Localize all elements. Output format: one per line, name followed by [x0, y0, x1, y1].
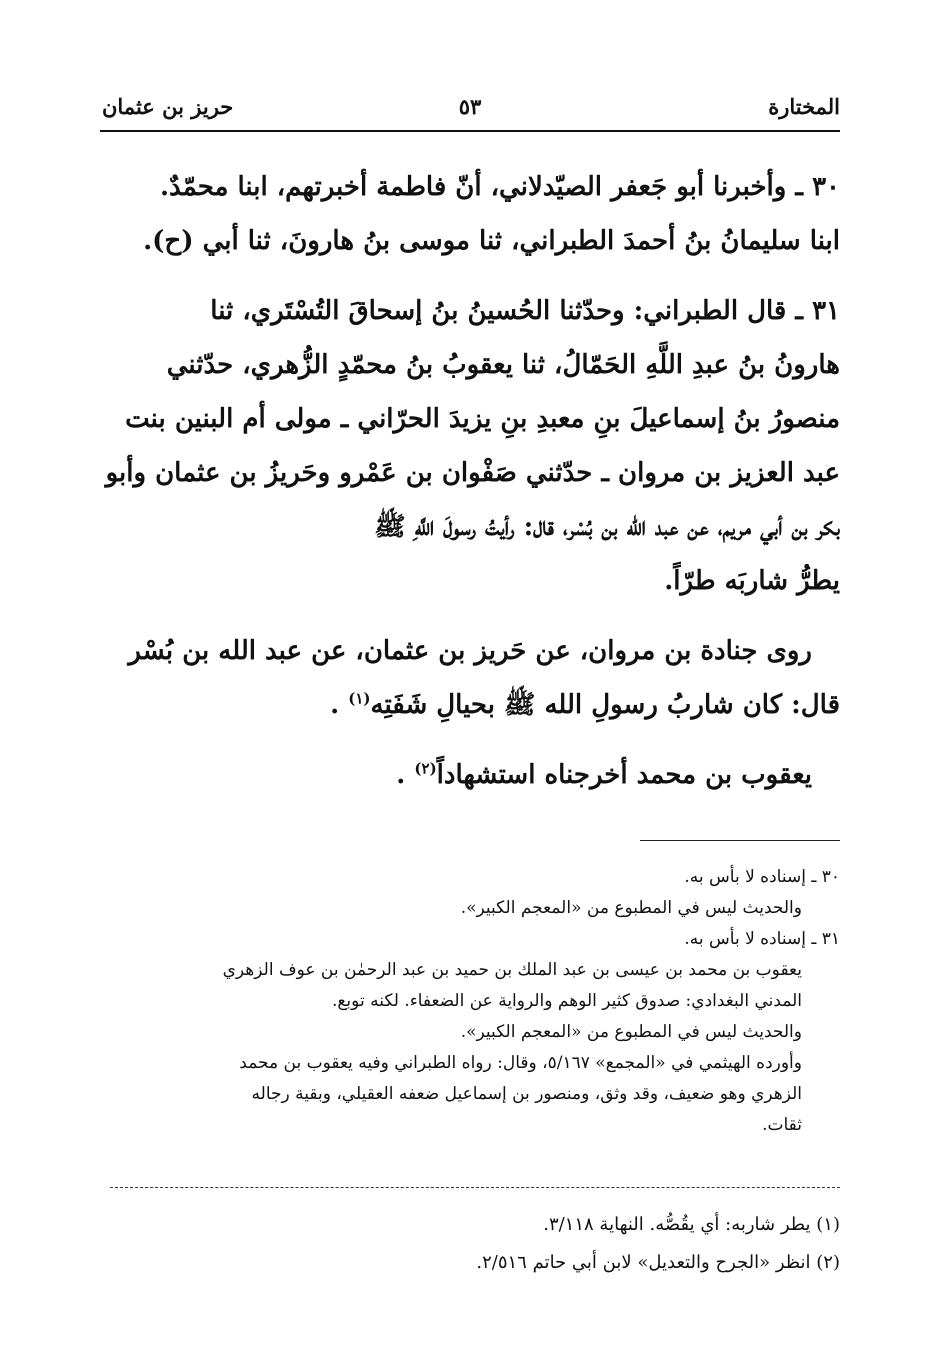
narration-text: قال: كان شاربُ رسولِ الله ﷺ بحيالِ شَفَتِه — [370, 690, 840, 720]
narration-end: . — [330, 690, 340, 720]
footnote-31-title: ٣١ ـ إسناده لا بأس به. — [684, 929, 840, 949]
footnote-31-line-5: الزهري وهو ضعيف، وقد وثق، ومنصور بن إسماعيل ضعفه العقيلي، وبقية رجاله — [251, 1084, 802, 1104]
running-book-title: المختارة — [768, 94, 840, 119]
footnote-31-line-2: المدني البغدادي: صدوق كثير الوهم والرواية عن الضعفاء. لكنه توبع. — [331, 991, 802, 1011]
hadith-30-line-2: ابنا سليمانُ بنُ أحمدَ الطبراني، ثنا موسى بنُ هارونَ، ثنا أبي (ح). — [143, 226, 840, 256]
footnote-ref-2: (٢) — [414, 759, 437, 778]
footnote-separator — [640, 840, 840, 841]
footnote-31-line-3: والحديث ليس في المطبوع من «المعجم الكبير». — [460, 1022, 802, 1042]
author-notes — [100, 1206, 840, 1282]
footnote-30-line: والحديث ليس في المطبوع من «المعجم الكبير». — [460, 898, 802, 918]
narration-line-2 — [100, 678, 840, 732]
yaqub-line — [100, 748, 840, 802]
hadith-31-line-3: منصورُ بنُ إسماعيلَ بنِ معبدِ بنِ يزيدَ الحرّاني ـ مولى أم البنين بنت — [125, 404, 840, 434]
footnote-31-line-1: يعقوب بن محمد بن عيسى بن عبد الملك بن حميد بن عبد الرحمٰن بن عوف الزهري — [222, 960, 802, 980]
yaqub-text: يعقوب بن محمد أخرجناه استشهاداً — [436, 760, 812, 790]
footnote-30-title: ٣٠ ـ إسناده لا بأس به. — [684, 867, 840, 887]
running-section-title: حريز بن عثمان — [102, 94, 234, 119]
hadith-31-line-4: عبد العزيز بن مروان ـ حدّثني صَفْوان بن عَمْرو وحَريزُ بن عثمان وأبو — [105, 458, 840, 488]
hadith-31-line-5: بكر بن أبي مريم، عن عبد الله بن بُسْر، قال: رأيتُ رسولَ اللَّهِ ﷺ — [374, 512, 840, 542]
note-2: (٢) انظر «الجرح والتعديل» لابن أبي حاتم ٢/٥١٦. — [476, 1252, 840, 1273]
header-rule — [100, 130, 840, 132]
note-1: (١) يطر شاربه: أي يقُصُّه. النهاية ٣/١١٨. — [543, 1214, 840, 1235]
hadith-31-line-2: هارونُ بنُ عبدِ اللَّهِ الحَمّالُ، ثنا يعقوبُ بنُ محمّدٍ الزُّهري، حدّثني — [166, 350, 840, 380]
hadith-31-line-6: يطرُّ شاربَه طرّاً. — [664, 566, 840, 596]
page-number: ٥٣ — [458, 94, 482, 119]
narration-line-1: روى جنادة بن مروان، عن حَريز بن عثمان، عن عبد الله بن بُسْر — [128, 636, 812, 666]
footnote-31-line-6: ثقات. — [762, 1115, 802, 1135]
main-text — [100, 160, 840, 802]
footnote-ref-1: (١) — [348, 689, 371, 708]
notes-separator — [110, 1187, 840, 1188]
hadith-30-line-1: ٣٠ ـ وأخبرنا أبو جَعفر الصيّدلاني، أنّ فاطمة أخبرتهم، ابنا محمّدٌ. — [160, 172, 840, 202]
hadith-31-line-1: ٣١ ـ قال الطبراني: وحدّثنا الحُسينُ بنُ إسحاقَ التُسْتَري، ثنا — [210, 296, 840, 326]
yaqub-end: . — [396, 760, 406, 790]
editor-footnotes — [100, 862, 840, 1141]
footnote-31-line-4: وأورده الهيثمي في «المجمع» ٥/١٦٧، وقال: رواه الطبراني وفيه يعقوب بن محمد — [239, 1053, 802, 1073]
